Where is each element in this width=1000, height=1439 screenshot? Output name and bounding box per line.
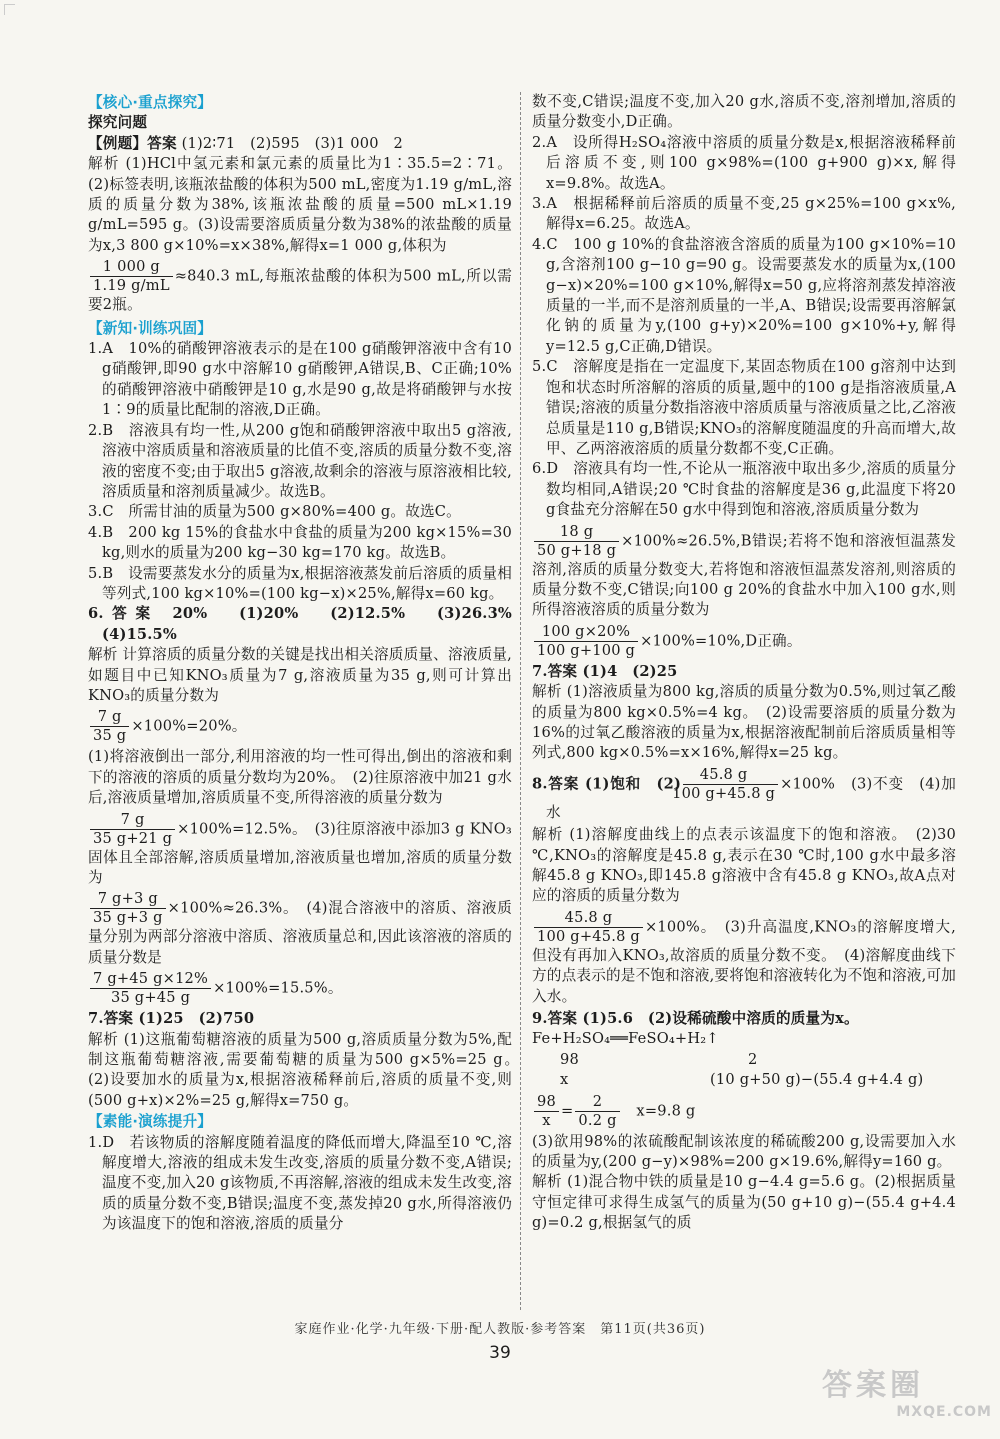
equation-row-mass: x (10 g+50 g)−(55.4 g+4.4 g)	[560, 1071, 924, 1089]
page-footer: 家庭作业·化学·九年级·下册·配人教版·参考答案 第11页(共36页)	[294, 1322, 706, 1337]
section-ability-heading: 【素能·演练提升】	[88, 1113, 213, 1131]
answer-analysis: 解析 (1)溶液质量为800 kg,溶质的质量分数为0.5%,则过氧乙酸的质量为800 kg×0.5%=4 kg。 (2)设需要溶质的质量分数为16%的过氧乙酸溶液的质量为x,根据溶液配制前后溶质质量相等列式,800 kg×0.5%=x×16%,解得x=25 kg。	[532, 683, 956, 762]
fraction: $\frac{45.8 g}{100 g+45.8 g}$	[683, 766, 778, 803]
right-column	[532, 92, 956, 1234]
fraction: $\frac{7 g}{35 g}$	[90, 708, 129, 745]
answer-analysis: ×100%。 (3)升高温度,KNO₃的溶解度增大,但没有再加入KNO₃,故溶质的质量分数不变。 (4)溶解度曲线下方的点表示的是不饱和溶液,要将饱和溶液转化为不饱和溶液,可加入水。	[532, 918, 956, 1005]
section-newknow-heading: 【新知·训练巩固】	[88, 319, 213, 337]
fraction: $\frac{18 g}{50 g+18 g}$	[534, 523, 619, 560]
answer-analysis: (1)将溶液倒出一部分,利用溶液的均一性可得出,倒出的溶液和剩下的溶液的溶质的质量分数均为20%。 (2)往原溶液中加21 g水后,溶液质量增加,溶质质量不变,所得溶液的质量分数为	[88, 748, 512, 807]
fraction: $\frac{7 g+45 g\times 12\%}{35 g+45 g}$	[90, 970, 211, 1007]
section-core-heading: 【核心·重点探究】	[88, 94, 213, 111]
answer-item-heading: 6.答案 20% (1)20% (2)12.5% (3)26.3% (4)15.5%	[88, 605, 527, 643]
example-fraction: $\frac{1 000 g}{1.19 g/mL}$	[90, 258, 173, 295]
answer-item-heading: 9.答案 (1)5.6 (2)设稀硫酸中溶质的质量为x。	[532, 1010, 859, 1028]
page-number: 39	[489, 1343, 511, 1363]
fraction: $\frac{100 g\times 20\%}{100 g+100 g}$	[534, 623, 638, 660]
chemical-equation: Fe+H₂SO₄══FeSO₄+H₂↑	[532, 1030, 719, 1048]
fraction-tail: ×100%=10%,D正确。	[640, 632, 802, 650]
inquiry-heading: 探究问题	[88, 114, 148, 132]
watermark: 答案圈 MXQE.COM	[822, 1368, 992, 1420]
answer-item-heading: 7.答案 (1)25 (2)750	[88, 1010, 255, 1028]
answer-item: 5.C 溶解度是指在一定温度下,某固态物质在100 g溶剂中达到饱和状态时所溶解的溶质的质量,题中的100 g是指溶液质量,A错误;溶液的质量分数指溶液中溶质质量与溶液质量之比,乙溶液总质量是110 g,B错误;KNO₃的溶解度随温度的升高而增大,故甲、乙两溶液溶质的质量分数都不变,C正确。	[532, 358, 956, 457]
answer-item: 2.A 设所得H₂SO₄溶液中溶质的质量分数是x,根据溶液稀释前后溶质不变,则100 g×98%=(100 g+900 g)×x,解得x=9.8%。故选A。	[532, 133, 956, 192]
fraction-tail: ×100%=12.5%。 (3)往原溶液中添加3 g KNO₃固体且全部溶解,溶质质量增加,溶液质量也增加,溶质的质量分数为	[88, 820, 512, 886]
answer-item-heading: 8.答案 (1)饱和 (2)	[532, 775, 682, 793]
fraction: $\frac{7 g}{35 g+21 g}$	[90, 811, 175, 848]
equation-row-coeffs: 98 2	[560, 1050, 758, 1068]
answer-continuation: 数不变,C错误;温度不变,加入20 g水,溶质不变,溶剂增加,溶质的质量分数变小,D正确。	[532, 93, 956, 131]
fraction-tail: ×100%≈26.3%。 (4)混合溶液中的溶质、溶液质量分别为两部分溶液中溶质、溶液质量总和,因此该溶液的溶质的质量分数是	[88, 899, 512, 966]
fraction: $\frac{45.8 g}{100 g+45.8 g}$	[534, 909, 643, 946]
answer-item: 3.A 根据稀释前后溶质的质量不变,25 g×25%=100 g×x%,解得x=6.25。故选A。	[532, 195, 956, 233]
answer-analysis: (3)欲用98%的浓硫酸配制该浓度的稀硫酸200 g,设需要加入水的质量为y,(200 g−y)×98%=200 g×19.6%,解得y=160 g。	[532, 1132, 956, 1171]
example-analysis: 解析 (1)HCl中氢元素和氯元素的质量比为1∶35.5=2∶71。(2)标签表明,该瓶浓盐酸的体积为500 mL,密度为1.19 g/mL,溶质的质量分数为38%,该瓶浓盐酸的质量=500 mL×1.19 g/mL=595 g。(3)设需要溶质质量分数为38%的浓盐酸的质量为x,3 800 g×10%=x×38%,解得x=1 000 g,体积为	[88, 155, 512, 254]
example-label: 【例题】答案	[88, 134, 177, 152]
column-divider	[520, 92, 521, 1310]
fraction-tail: ×100%=20%。	[131, 717, 247, 735]
fraction: $\frac{7 g+3 g}{35 g+3 g}$	[90, 890, 166, 927]
left-column	[88, 92, 527, 1235]
answer-item: 2.B 溶液具有均一性,从200 g饱和硝酸钾溶液中取出5 g溶液,溶液中溶质质量和溶液质量的比值不变,溶质的质量分数不变,溶液的密度不变;由于取出5 g溶液,故剩余的溶液与原溶液相比较,溶质质量和溶剂质量减少。故选B。	[88, 421, 512, 500]
example-analysis-end: ≈840.3 mL,每瓶浓盐酸的体积为500 mL,所以需要2瓶。	[88, 267, 512, 314]
answer-item: 6.D 溶液具有均一性,不论从一瓶溶液中取出多少,溶质的质量分数均相同,A错误;20 ℃时食盐的溶解度是36 g,此温度下将20 g食盐充分溶解在50 g水中得到饱和溶液,溶质质量分数为	[532, 460, 956, 519]
answer-analysis: ×100%≈26.5%,B错误;若将不饱和溶液恒温蒸发溶剂,溶质的质量分数变大,若将饱和溶液恒温蒸发溶剂,则溶质的质量分数不变,C错误;向100 g 20%的食盐水中加入100 g水,则所得溶液溶质的质量分数为	[532, 532, 956, 619]
answer-item: 5.B 设需要蒸发水分的质量为x,根据溶液蒸发前后溶质的质量相等列式,100 kg×10%=(100 kg−x)×25%,解得x=60 kg。	[88, 564, 512, 602]
answer-item: 4.B 200 kg 15%的食盐水中食盐的质量为200 kg×15%=30 kg,则水的质量为200 kg−30 kg=170 kg。故选B。	[88, 523, 512, 562]
example-answer: (1)2∶71 (2)595 (3)1 000 2	[181, 134, 403, 152]
answer-item-heading-tail: ×100% (3)不变 (4)加水	[546, 775, 957, 821]
answer-analysis: 解析 (1)混合物中铁的质量是10 g−4.4 g=5.6 g。(2)根据质量守恒定律可求得生成氢气的质量为(50 g+10 g)−(55.4 g+4.4 g)=0.2 g,根据氢气的质	[532, 1173, 956, 1232]
answer-item: 1.D 若该物质的溶解度随着温度的降低而增大,降温至10 ℃,溶解度增大,溶液的组成未发生改变,溶质的质量分数不变,A错误;温度不变,加入20 g该物质,不再溶解,溶液的组成未发生改变,溶质的质量分数不变,B错误;温度不变,蒸发掉20 g水,所得溶液仍为该温度下的饱和溶液,溶质的质量分	[88, 1133, 512, 1233]
corner-mark	[4, 4, 15, 15]
answer-item-heading: 7.答案 (1)4 (2)25	[532, 662, 678, 680]
answer-item: 3.C 所需甘油的质量为500 g×80%=400 g。故选C。	[88, 503, 461, 521]
answer-analysis: 解析 (1)溶解度曲线上的点表示该温度下的饱和溶液。 (2)30 ℃,KNO₃的溶解度是45.8 g,表示在30 ℃时,100 g水中最多溶解45.8 g KNO₃,即145.8 g溶液中含有45.8 g KNO₃,故A点对应的溶质的质量分数为	[532, 826, 956, 905]
fraction-tail: ×100%=15.5%。	[213, 979, 343, 997]
answer-item: 4.C 100 g 10%的食盐溶液含溶质的质量为100 g×10%=10 g,含溶剂100 g−10 g=90 g。设需要蒸发水的质量为x,(100 g−x)×20%=100 g×10%,解得x=50 g,应将溶剂蒸发掉溶液质量的一半,而不是溶剂质量的一半,A、B错误;设需要再溶解氯化钠的质量为y,(100 g+y)×20%=100 g×10%+y,解得y=12.5 g,C正确,D错误。	[532, 235, 956, 355]
answer-analysis: 解析 (1)这瓶葡萄糖溶液的质量为500 g,溶质质量分数为5%,配制这瓶葡萄糖溶液,需要葡萄糖的质量为500 g×5%=25 g。 (2)设要加水的质量为x,根据溶液稀释前后,溶质的质量不变,则(500 g+x)×2%=25 g,解得x=750 g。	[88, 1030, 527, 1109]
answer-analysis: 解析 计算溶质的质量分数的关键是找出相关溶质质量、溶液质量,如题目中已知KNO₃质量为7 g,溶液质量为35 g,则可计算出KNO₃的质量分数为	[88, 646, 512, 704]
answer-item: 1.A 10%的硝酸钾溶液表示的是在100 g硝酸钾溶液中含有10 g硝酸钾,即90 g水中溶解10 g硝酸钾,A错误,B、C正确;10%的硝酸钾溶液中硝酸钾是10 g,水是90 g,故是将硝酸钾与水按1∶9的质量比配制的溶液,D正确。	[88, 340, 512, 419]
ratio-equation: $\frac{98}{x}$ = $\frac{2}{0.2 g}$ x=9.8 g	[532, 1093, 956, 1130]
